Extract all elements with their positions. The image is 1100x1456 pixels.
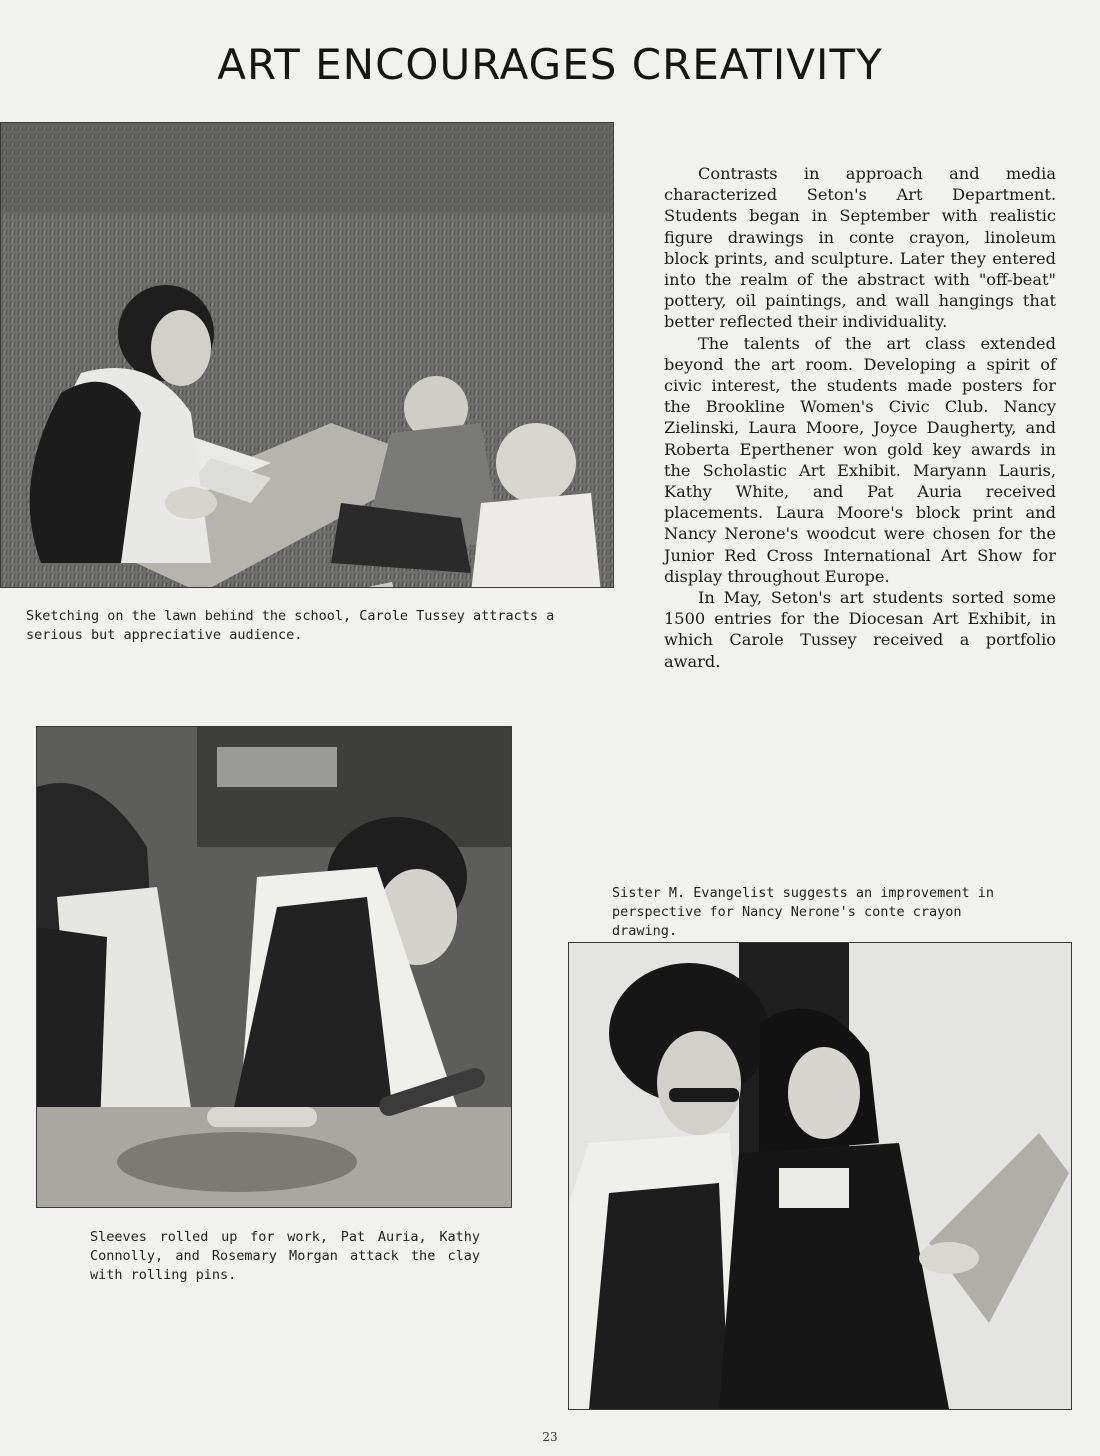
article-paragraph: In May, Seton's art students sorted some 1500 entries for the Diocesan Art Exhibit, in which Carole Tussey received a portfolio award. (664, 588, 1056, 671)
clay-photo-caption: Sleeves rolled up for work, Pat Auria, Kathy Connolly, and Rosemary Morgan attack the clay with rolling pins. (90, 1229, 480, 1283)
lawn-photo-caption: Sketching on the lawn behind the school, Carole Tussey attracts a serious but appreciative audience. (26, 608, 555, 643)
page-number: 23 (542, 1430, 558, 1444)
drawing-photo-caption: Sister M. Evangelist suggests an improvement in perspective for Nancy Nerone's conte crayon drawing. (612, 885, 995, 939)
lawn-sketching-photo (0, 122, 614, 588)
sister-drawing-photo (568, 942, 1072, 1410)
article-paragraph: The talents of the art class extended beyond the art room. Developing a spirit of civic interest, the students made posters for the Brookline Women's Civic Club. Nancy Zielinski, Laura Moore, Joyce Daugherty, and Roberta Eperthener won gold key awards in the Scholastic Art Exhibit. Maryann Lauris, Kathy White, and Pat Auria received placements. Laura Moore's block print and Nancy Nerone's woodcut were chosen for the Junior Red Cross International Art Show for display throughout Europe. (664, 333, 1056, 586)
clay-rolling-photo (36, 726, 512, 1208)
page-title: ART ENCOURAGES CREATIVITY (217, 40, 883, 89)
article-paragraph: Contrasts in approach and media characterized Seton's Art Department. Students began in September with realistic figure drawings in conte crayon, linoleum block prints, and sculpture. Later they entered into the realm of the abstract with "off-beat" pottery, oil paintings, and wall hangings that better reflected their individuality. (664, 164, 1056, 332)
article-body (664, 163, 1056, 672)
